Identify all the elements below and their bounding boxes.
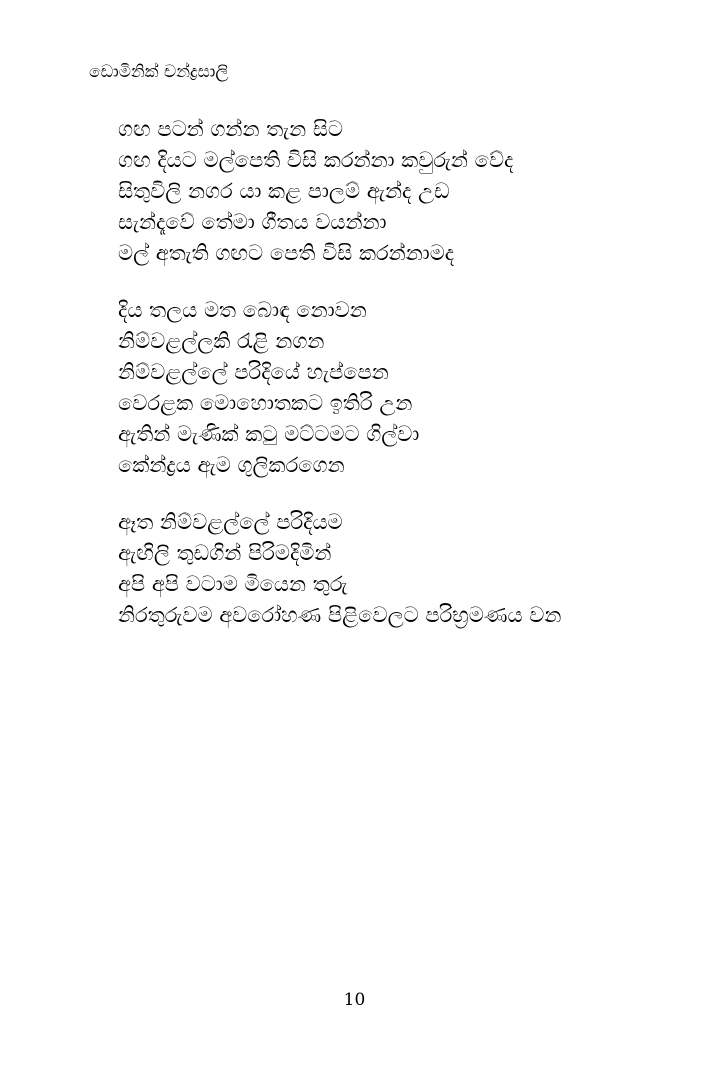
poem-line: සිතුවිලි නගර යා කළ පාලම් ඇන්ද උඩ bbox=[118, 179, 450, 203]
poem-line: ඇඟිලි තුඩගින් පිරිමදිමින් bbox=[118, 541, 332, 565]
poem-line: නිම්වළල්ලකි රැළි නගන bbox=[118, 329, 325, 353]
poem bbox=[118, 114, 688, 657]
page-number: 10 bbox=[343, 990, 366, 1010]
poem-line: මල් අතැති ගඟට පෙති විසි කරන්නාමද bbox=[118, 241, 455, 265]
poem-line: කේන්ද්‍රය ඇම ගුලිකරගෙන bbox=[118, 453, 345, 477]
poem-line: අපි අපි වටාම මියෙන තුරු bbox=[118, 572, 348, 596]
stanza-1 bbox=[118, 114, 688, 269]
running-header-author: ඩොමිනික් චන්ද්‍රසාලි bbox=[89, 62, 229, 82]
stanza-2 bbox=[118, 295, 688, 481]
stanza-3 bbox=[118, 507, 688, 631]
poem-line: නිම්වළල්ලේ පරිදියේ හැප්පෙන bbox=[118, 360, 389, 384]
poem-line: ගඟ දියට මල්පෙති විසි කරන්නා කවුරුන් වේද bbox=[118, 148, 514, 172]
poem-line: ගඟ පටන් ගන්න තැන සිට bbox=[118, 117, 344, 141]
poem-line: වෙරළක මොහොතකට ඉතිරි උන bbox=[118, 391, 413, 415]
poem-line: නිරතුරුවම අවරෝහණ පිළිවෙලට පරිභ්‍රමණය වන bbox=[118, 603, 562, 627]
poem-line: ඈත නිම්වළල්ලේ පරිදියම bbox=[118, 510, 343, 534]
poem-line: දිය තලය මත බොඳ නොවන bbox=[118, 298, 367, 322]
poem-line: සැන්දෑවේ තේමා ගීතය වයන්නා bbox=[118, 210, 387, 234]
poem-line: ඇතින් මැණික් කටු මට්ටමට ගිල්වා bbox=[118, 422, 420, 446]
